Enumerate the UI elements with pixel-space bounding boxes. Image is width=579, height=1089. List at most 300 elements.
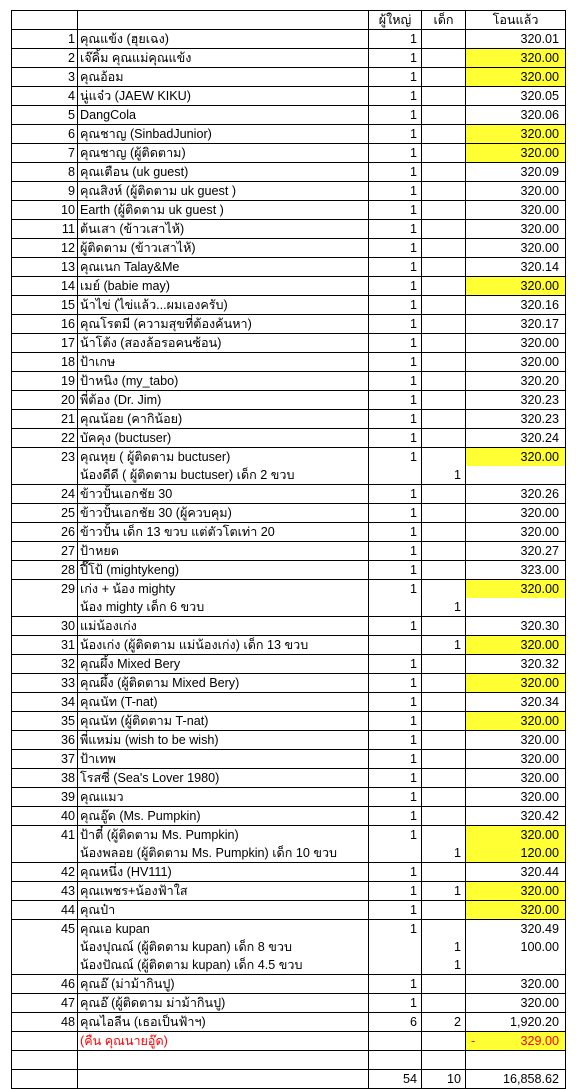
amount-value: 320.00	[520, 789, 559, 804]
amount-value: 320.20	[520, 373, 559, 388]
adult-count: 1	[369, 655, 422, 674]
amount-paid	[466, 863, 566, 882]
table-row	[12, 448, 566, 467]
amount-paid	[466, 769, 566, 788]
amount-paid	[466, 750, 566, 769]
child-count	[422, 674, 466, 693]
child-count	[422, 523, 466, 542]
amount-value: 320.00	[520, 449, 559, 464]
member-name: คุณชาญ (ผู้ติดตาม)	[78, 144, 369, 163]
table-row	[12, 258, 566, 277]
amount-value: 320.00	[520, 221, 559, 236]
member-name: คุณอ๊ (ม่าม้ากินปู)	[78, 975, 369, 994]
total-adult-count: 54	[369, 1070, 422, 1089]
table-row	[12, 144, 566, 163]
amount-value: 320.00	[520, 354, 559, 369]
row-number: 20	[12, 391, 78, 410]
row-number: 37	[12, 750, 78, 769]
adult-count: 1	[369, 201, 422, 220]
row-number: 42	[12, 863, 78, 882]
row-number: 43	[12, 882, 78, 901]
table-row	[12, 30, 566, 49]
row-number: 4	[12, 87, 78, 106]
member-name: คุณโรตมี (ความสุขที่ต้องค้นหา)	[78, 315, 369, 334]
member-name: น้องพลอย (ผู้ติดตาม Ms. Pumpkin) เด็ก 10 ขวบ	[78, 844, 369, 863]
total-amount-paid: 16,858.62	[466, 1070, 566, 1089]
adult-count: 1	[369, 826, 422, 845]
table-row	[12, 429, 566, 448]
row-number: 47	[12, 994, 78, 1013]
row-number: 21	[12, 410, 78, 429]
adult-count: 1	[369, 296, 422, 315]
adult-count: 1	[369, 901, 422, 920]
member-name: Earth (ผู้ติดตาม uk guest )	[78, 201, 369, 220]
adult-count: 1	[369, 863, 422, 882]
amount-paid	[466, 1013, 566, 1032]
table-row	[12, 561, 566, 580]
table-row	[12, 956, 566, 975]
member-name: ป้าหยด	[78, 542, 369, 561]
member-name: ต้นเสา (ข้าวเสาไห้)	[78, 220, 369, 239]
child-count: 1	[422, 466, 466, 485]
child-count	[422, 125, 466, 144]
adult-count: 1	[369, 920, 422, 939]
member-name: คุณชาญ (SinbadJunior)	[78, 125, 369, 144]
row-number: 32	[12, 655, 78, 674]
amount-value: 320.23	[520, 392, 559, 407]
row-number: 28	[12, 561, 78, 580]
member-name: ป้าเทพ	[78, 750, 369, 769]
row-number: 27	[12, 542, 78, 561]
row-number: 22	[12, 429, 78, 448]
amount-value: 320.14	[520, 259, 559, 274]
amount-paid	[466, 49, 566, 68]
amount-value: 320.05	[520, 88, 559, 103]
child-count	[422, 30, 466, 49]
member-name: น้าไข่ (ไข่แล้ว...ผมเองครับ)	[78, 296, 369, 315]
child-count	[422, 504, 466, 523]
child-count: 1	[422, 882, 466, 901]
amount-value: 320.00	[520, 50, 559, 65]
table-row	[12, 49, 566, 68]
amount-value: 120.00	[520, 845, 559, 860]
member-name: คุณป๋า	[78, 901, 369, 920]
child-count	[422, 201, 466, 220]
amount-paid	[466, 994, 566, 1013]
member-name: คุณเตือน (uk guest)	[78, 163, 369, 182]
child-count	[422, 410, 466, 429]
adult-count: 1	[369, 523, 422, 542]
amount-value: 320.06	[520, 107, 559, 122]
table-row	[12, 807, 566, 826]
amount-paid	[466, 920, 566, 939]
child-count: 1	[422, 636, 466, 655]
child-count	[422, 693, 466, 712]
table-row	[12, 334, 566, 353]
amount-paid	[466, 220, 566, 239]
child-count	[422, 617, 466, 636]
child-count	[422, 49, 466, 68]
table-row	[12, 693, 566, 712]
row-number: 38	[12, 769, 78, 788]
amount-value: 320.01	[520, 31, 559, 46]
amount-paid	[466, 882, 566, 901]
row-number	[12, 956, 78, 975]
amount-value: 320.00	[520, 827, 559, 842]
amount-paid	[466, 1032, 566, 1051]
adult-count: 1	[369, 485, 422, 504]
table-body	[12, 11, 566, 1089]
amount-paid	[466, 674, 566, 693]
member-name: คุณอู๊ด (Ms. Pumpkin)	[78, 807, 369, 826]
table-row	[12, 901, 566, 920]
payment-table	[11, 10, 566, 1089]
member-name: คุณเพชร+น้องฟ้าใส	[78, 882, 369, 901]
row-number: 26	[12, 523, 78, 542]
amount-value: 320.30	[520, 618, 559, 633]
table-row	[12, 296, 566, 315]
header-num	[12, 11, 78, 30]
amount-paid	[466, 315, 566, 334]
amount-value: 320.49	[520, 921, 559, 936]
amount-paid	[466, 429, 566, 448]
row-number: 16	[12, 315, 78, 334]
amount-value: 320.32	[520, 656, 559, 671]
member-name: ป้าเกษ	[78, 353, 369, 372]
member-name	[78, 1051, 369, 1070]
child-count: 1	[422, 938, 466, 956]
member-name: นู่แจ๋ว (JAEW KIKU)	[78, 87, 369, 106]
row-number: 13	[12, 258, 78, 277]
child-count	[422, 807, 466, 826]
row-number	[12, 466, 78, 485]
row-number: 2	[12, 49, 78, 68]
amount-paid	[466, 693, 566, 712]
child-count	[422, 296, 466, 315]
child-count	[422, 106, 466, 125]
amount-paid	[466, 372, 566, 391]
child-count	[422, 655, 466, 674]
member-name: ป้าหนิง (my_tabo)	[78, 372, 369, 391]
amount-paid	[466, 87, 566, 106]
table-row	[12, 1013, 566, 1032]
member-name: คุณเอ kupan	[78, 920, 369, 939]
table-row	[12, 1051, 566, 1070]
member-name: น้องปัณณ์ (ผู้ติดตาม kupan) เด็ก 4.5 ขวบ	[78, 956, 369, 975]
amount-value: 320.09	[520, 164, 559, 179]
table-row	[12, 68, 566, 87]
amount-paid	[466, 807, 566, 826]
row-number: 23	[12, 448, 78, 467]
table-row	[12, 731, 566, 750]
member-name: น้อง mighty เด็ก 6 ขวบ	[78, 598, 369, 617]
adult-count: 1	[369, 731, 422, 750]
table-row	[12, 975, 566, 994]
row-number: 34	[12, 693, 78, 712]
child-count	[422, 220, 466, 239]
row-number	[12, 1051, 78, 1070]
member-name: เมย์ (babie may)	[78, 277, 369, 296]
row-number: 5	[12, 106, 78, 125]
amount-paid	[466, 68, 566, 87]
table-row	[12, 182, 566, 201]
adult-count: 1	[369, 994, 422, 1013]
member-name: คุณหุย ( ผู้ติดตาม buctuser)	[78, 448, 369, 467]
adult-count: 1	[369, 182, 422, 201]
amount-paid	[466, 182, 566, 201]
member-name: คุณเนก Talay&Me	[78, 258, 369, 277]
adult-count: 1	[369, 372, 422, 391]
table-row	[12, 617, 566, 636]
row-number: 30	[12, 617, 78, 636]
row-number: 6	[12, 125, 78, 144]
child-count: 1	[422, 844, 466, 863]
amount-paid	[466, 277, 566, 296]
amount-value: 320.00	[520, 713, 559, 728]
child-count	[422, 144, 466, 163]
adult-count: 1	[369, 542, 422, 561]
amount-paid	[466, 788, 566, 807]
child-count	[422, 68, 466, 87]
table-row	[12, 844, 566, 863]
row-number: 40	[12, 807, 78, 826]
amount-value: 320.00	[520, 69, 559, 84]
table-row	[12, 106, 566, 125]
table-row	[12, 410, 566, 429]
child-count	[422, 334, 466, 353]
adult-count: 1	[369, 674, 422, 693]
amount-paid	[466, 485, 566, 504]
child-count	[422, 182, 466, 201]
member-name: ข้าวปั้นเอกชัย 30 (ผู้ควบคุม)	[78, 504, 369, 523]
member-name: (คืน คุณนายอู๊ด)	[78, 1032, 369, 1051]
amount-value: 320.00	[520, 976, 559, 991]
member-name: คุณแมว	[78, 788, 369, 807]
row-number: 48	[12, 1013, 78, 1032]
child-count	[422, 448, 466, 467]
row-number: 3	[12, 68, 78, 87]
member-name: น้าโต้ง (สองล้อรอคนซ้อน)	[78, 334, 369, 353]
amount-value: 320.34	[520, 694, 559, 709]
child-count: 2	[422, 1013, 466, 1032]
row-number: 33	[12, 674, 78, 693]
table-row	[12, 655, 566, 674]
row-number: 14	[12, 277, 78, 296]
amount-paid	[466, 466, 566, 485]
amount-value: 320.00	[520, 675, 559, 690]
amount-paid	[466, 731, 566, 750]
amount-paid	[466, 296, 566, 315]
child-count	[422, 731, 466, 750]
adult-count: 1	[369, 49, 422, 68]
row-number: 31	[12, 636, 78, 655]
row-number: 9	[12, 182, 78, 201]
table-row	[12, 87, 566, 106]
amount-paid	[466, 353, 566, 372]
child-count	[422, 1032, 466, 1051]
table-row	[12, 239, 566, 258]
totals-row	[12, 1070, 566, 1089]
member-name: คุณแข้ง (ฮุยเฉง)	[78, 30, 369, 49]
child-count	[422, 769, 466, 788]
child-count	[422, 277, 466, 296]
child-count	[422, 87, 466, 106]
child-count	[422, 826, 466, 845]
amount-paid	[466, 410, 566, 429]
table-row	[12, 220, 566, 239]
table-row	[12, 826, 566, 845]
amount-value: 320.00	[520, 183, 559, 198]
row-number: 25	[12, 504, 78, 523]
child-count	[422, 353, 466, 372]
amount-value: 320.00	[520, 883, 559, 898]
table-row	[12, 598, 566, 617]
member-name: น้องปุณณ์ (ผู้ติดตาม kupan) เด็ก 8 ขวบ	[78, 938, 369, 956]
row-number: 17	[12, 334, 78, 353]
member-name: โรสซี่ (Sea's Lover 1980)	[78, 769, 369, 788]
member-name: คุณน้อย (คากิน้อย)	[78, 410, 369, 429]
row-number: 39	[12, 788, 78, 807]
member-name: ผู้ติดตาม (ข้าวเสาไห้)	[78, 239, 369, 258]
table-row	[12, 201, 566, 220]
amount-paid	[466, 448, 566, 467]
row-number: 44	[12, 901, 78, 920]
row-number: 15	[12, 296, 78, 315]
member-name: ข้าวปั้นเอกชัย 30	[78, 485, 369, 504]
child-count	[422, 429, 466, 448]
row-number: 10	[12, 201, 78, 220]
table-row	[12, 863, 566, 882]
amount-paid	[466, 636, 566, 655]
child-count	[422, 901, 466, 920]
row-number: 41	[12, 826, 78, 845]
row-number: 8	[12, 163, 78, 182]
amount-value: 320.00	[520, 126, 559, 141]
child-count: 1	[422, 956, 466, 975]
member-name: คุณสิงห์ (ผู้ติดตาม uk guest )	[78, 182, 369, 201]
child-count	[422, 750, 466, 769]
adult-count: 1	[369, 106, 422, 125]
member-name: แม่น้องเก่ง	[78, 617, 369, 636]
header-row	[12, 11, 566, 30]
adult-count: 1	[369, 87, 422, 106]
child-count	[422, 788, 466, 807]
amount-value: 323.00	[520, 562, 559, 577]
table-row	[12, 523, 566, 542]
table-row	[12, 372, 566, 391]
member-name: ข้าวปั้น เด็ก 13 ขวบ แต่ตัวโตเท่า 20	[78, 523, 369, 542]
amount-paid	[466, 504, 566, 523]
member-name: คุณอ๊ (ผู้ติดตาม ม่าม้ากินปู)	[78, 994, 369, 1013]
amount-value: 320.00	[520, 278, 559, 293]
adult-count: 1	[369, 163, 422, 182]
child-count	[422, 975, 466, 994]
adult-count: 1	[369, 334, 422, 353]
amount-value: 320.24	[520, 430, 559, 445]
row-number	[12, 844, 78, 863]
amount-paid	[466, 542, 566, 561]
child-count	[422, 485, 466, 504]
row-number: 7	[12, 144, 78, 163]
table-row	[12, 920, 566, 939]
row-number: 36	[12, 731, 78, 750]
amount-paid	[466, 239, 566, 258]
adult-count: 6	[369, 1013, 422, 1032]
adult-count: 1	[369, 30, 422, 49]
adult-count: 1	[369, 353, 422, 372]
adult-count: 1	[369, 769, 422, 788]
row-number	[12, 938, 78, 956]
amount-paid	[466, 712, 566, 731]
row-number: 45	[12, 920, 78, 939]
adult-count: 1	[369, 144, 422, 163]
child-count	[422, 580, 466, 599]
row-number: 35	[12, 712, 78, 731]
adult-count: 1	[369, 788, 422, 807]
member-name: เก่ง + น้อง mighty	[78, 580, 369, 599]
total-member-name	[78, 1070, 369, 1089]
table-row	[12, 636, 566, 655]
row-number: 19	[12, 372, 78, 391]
amount-value: 320.00	[520, 581, 559, 596]
adult-count	[369, 956, 422, 975]
header-paid: โอนแล้ว	[466, 11, 566, 30]
table-row	[12, 353, 566, 372]
table-row	[12, 542, 566, 561]
row-number: 11	[12, 220, 78, 239]
adult-count	[369, 636, 422, 655]
adult-count: 1	[369, 277, 422, 296]
amount-value: 320.00	[520, 240, 559, 255]
member-name: พี่ต้อง (Dr. Jim)	[78, 391, 369, 410]
amount-paid	[466, 561, 566, 580]
table-row	[12, 580, 566, 599]
adult-count: 1	[369, 315, 422, 334]
amount-paid	[466, 826, 566, 845]
amount-paid	[466, 844, 566, 863]
table-row	[12, 504, 566, 523]
row-number: 12	[12, 239, 78, 258]
adult-count: 1	[369, 693, 422, 712]
member-name: คุณผึ้ง (ผู้ติดตาม Mixed Bery)	[78, 674, 369, 693]
amount-value: 320.42	[520, 808, 559, 823]
table-row	[12, 882, 566, 901]
member-name: บัคคุง (buctuser)	[78, 429, 369, 448]
member-name: คุณอ้อม	[78, 68, 369, 87]
member-name: ป้าตี๋ (ผู้ติดตาม Ms. Pumpkin)	[78, 826, 369, 845]
child-count	[422, 542, 466, 561]
amount-paid	[466, 258, 566, 277]
adult-count: 1	[369, 580, 422, 599]
table-row	[12, 1032, 566, 1051]
amount-value: 329.00	[520, 1033, 559, 1048]
adult-count: 1	[369, 125, 422, 144]
amount-paid	[466, 30, 566, 49]
row-number: 18	[12, 353, 78, 372]
amount-value: 1,920.20	[509, 1014, 559, 1029]
amount-value: 320.00	[520, 505, 559, 520]
header-name	[78, 11, 369, 30]
member-name: DangCola	[78, 106, 369, 125]
amount-value: 320.00	[520, 732, 559, 747]
child-count	[422, 994, 466, 1013]
table-row	[12, 485, 566, 504]
child-count	[422, 712, 466, 731]
amount-paid	[466, 391, 566, 410]
total-child-count: 10	[422, 1070, 466, 1089]
table-row	[12, 391, 566, 410]
amount-paid	[466, 580, 566, 599]
